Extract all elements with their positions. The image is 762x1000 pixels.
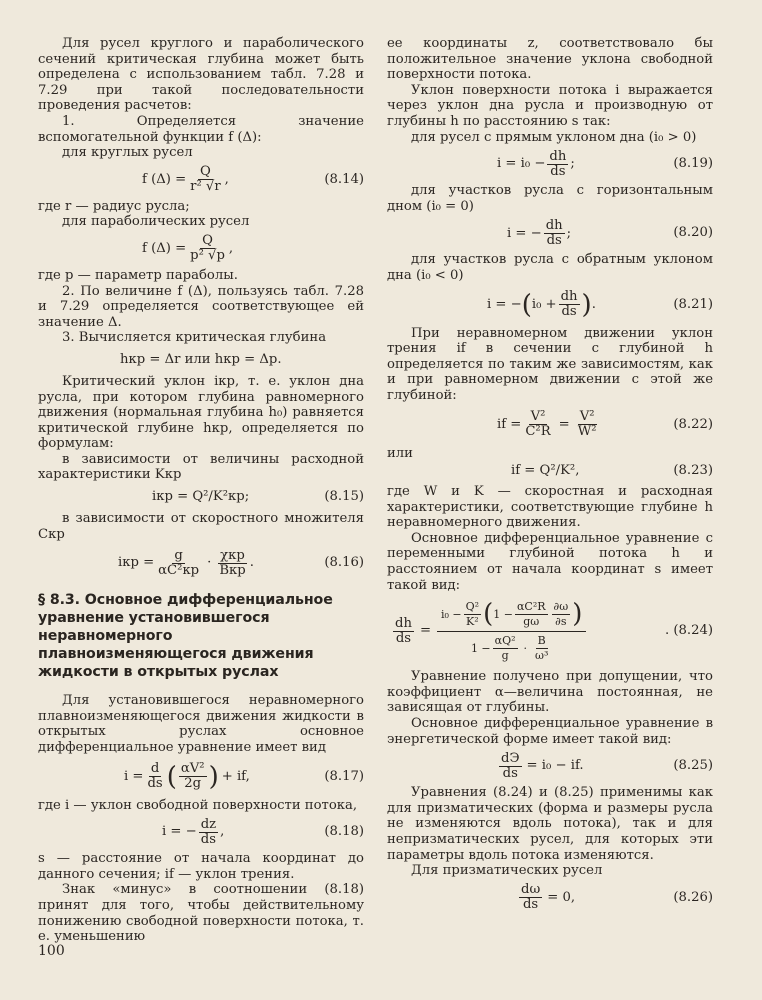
equation-number: (8.22): [673, 416, 713, 432]
paragraph: Уклон поверхности потока i выражается через уклон дна русла и производную от глубины h по расстоянию s так:: [387, 82, 713, 129]
paragraph: Уравнение получено при допущении, что коэффициент α—величина постоянная, не зависящая от глубины.: [387, 669, 713, 716]
equation-8-14: f (Δ) = $\frac{Q}{\text{r² √r}}$ , (8.14): [142, 164, 364, 195]
equation-8-15: iкр = Q²/K²кр; (8.15): [152, 489, 364, 505]
equation-8-19: i = i₀ − $\frac{dh}{ds}$ ; (8.19): [497, 148, 713, 179]
paragraph: где p — параметр параболы.: [38, 267, 238, 283]
paragraph: Основное дифференциальное уравнение в энергетической форме имеет такой вид:: [387, 716, 713, 747]
paragraph: 2. По величине f (Δ), пользуясь табл. 7.28 и 7.29 определяется соответствующее ей значение Δ.: [38, 283, 364, 330]
paragraph: где r — радиус русла;: [38, 198, 190, 214]
equation-8-16: iкр = $\frac{g}{\text{αC²кр}}$ · $\frac{\text{χкр}}{\text{Bкр}}$ . (8.16): [118, 547, 364, 578]
right-column: [387, 36, 713, 917]
paragraph: в зависимости от величины расходной характеристики Kкр: [38, 451, 364, 483]
equation-number: (8.19): [673, 156, 713, 172]
equation-number: (8.14): [324, 171, 364, 187]
paragraph: для круглых русел: [62, 145, 193, 161]
equation-number: (8.26): [673, 889, 713, 905]
equation-number: . (8.24): [664, 623, 713, 639]
paragraph: Для русел круглого и параболического сечений критическая глубина может быть определена с использованием табл. 7.28 и 7.29 при такой последовательности проведения расчетов:: [38, 36, 364, 114]
paragraph: где i — уклон свободной поверхности потока,: [38, 797, 358, 813]
equation-number: (8.21): [673, 296, 713, 312]
equation-8-18: i = − $\frac{dz}{ds}$ , (8.18): [162, 816, 364, 847]
paragraph: или: [387, 445, 413, 461]
paragraph: Для установившегося неравномерного плавноизменяющегося движения жидкости в открытых руслах основное дифференциальное уравнение имеет вид: [38, 693, 364, 756]
paragraph: для русел с прямым уклоном дна (i₀ > 0): [411, 129, 697, 145]
paragraph: Уравнения (8.24) и (8.25) применимы как для призматических (форма и размеры русла не изменяются вдоль потока), так и для непризматических русел, для которых эти параметры вдоль потока изменяются.: [387, 785, 713, 863]
paragraph: Для призматических русел: [411, 863, 603, 879]
paragraph: Знак «минус» в соотношении (8.18) принят для того, чтобы действительному понижению свободной поверхности потока, т. е. уменьшению: [38, 882, 364, 945]
equation-number: (8.20): [673, 225, 713, 241]
equation-8-20: i = − $\frac{dh}{ds}$ ; (8.20): [507, 217, 713, 248]
paragraph: 3. Вычисляется критическая глубина: [62, 330, 327, 346]
equation-8-25: $\frac{dЭ}{ds}$ = i₀ − if. (8.25): [501, 750, 713, 781]
equation-8-22: if = $\frac{\text{V²}}{\text{C²R}}$ = $\frac{\text{V²}}{\text{W²}}$ (8.22): [497, 409, 713, 439]
paragraph: Критический уклон iкр, т. е. уклон дна русла, при котором глубина равномерного движения (нормальная глубина h₀) равняется критической глубине hкр, определяется по формулам:: [38, 373, 364, 452]
equation-8-21: i = − ( i₀ + $\frac{dh}{ds}$ ) . (8.21): [487, 289, 713, 320]
paragraph: для участков русла с горизонтальным дном (i₀ = 0): [387, 183, 713, 214]
paragraph: ее координаты z, соответствовало бы положительное значение уклона свободной поверхности потока.: [387, 36, 713, 83]
paragraph: в зависимости от скоростного множителя Cкр: [38, 511, 364, 542]
equation-8-24: $\frac{dh}{ds}$ = i₀ − $\frac{\text{Q²}}{\text{K²}}$ ( 1 − $\frac{\text{αC²R}}{g\omega}$ $\frac{\partial\omega}{\partial s}$ ) 1 − $\frac{\text{αQ²}}{g}$ · $\frac{B}{\text{ω³}}$ . (8.24): [395, 599, 713, 662]
equation-number: (8.23): [673, 463, 713, 479]
left-column: [38, 36, 364, 945]
equation-number: (8.18): [324, 824, 364, 840]
paragraph: Основное дифференциальное уравнение с переменными глубиной потока h и расстоянием от начала координат s имеет такой вид:: [387, 530, 713, 593]
paragraph: для участков русла с обратным уклоном дна (i₀ < 0): [387, 252, 713, 283]
paragraph: для параболических русел: [62, 214, 250, 230]
paragraph: s — расстояние от начала координат до данного сечения; if — уклон трения.: [38, 851, 364, 882]
equation-number: (8.25): [673, 758, 713, 774]
paragraph: 1. Определяется значение вспомогательной функции f (Δ):: [38, 113, 364, 145]
paragraph: где W и K — скоростная и расходная характеристики, соответствующие глубине h неравномерного движения.: [387, 484, 713, 531]
equation-8-26: $\frac{d\omega}{ds}$ = 0, (8.26): [521, 882, 713, 913]
paragraph: При неравномерном движении уклон трения if в сечении с глубиной h определяется по таким же зависимостям, как и при равномерном движении с этой же глубиной:: [387, 325, 713, 403]
equation-parabolic: f (Δ) = $\frac{Q}{\text{p² √p}}$ ,: [142, 233, 234, 264]
section-heading: § 8.3. Основное дифференциальное уравнение установившегося неравномерного плавноизменяющегося движения жидкости в открытых руслах: [38, 592, 333, 681]
equation-8-17: i = $\frac{d}{ds}$ ( $\frac{\text{αV²}}{2g}$ ) + if, (8.17): [124, 761, 364, 792]
page-number: 100: [38, 943, 65, 959]
equation-number: (8.17): [324, 768, 364, 784]
equation-number: (8.16): [324, 555, 364, 571]
equation-number: (8.15): [324, 489, 364, 505]
equation-8-23: if = Q²/K², (8.23): [511, 463, 713, 479]
equation-hkr: hкр = Δr или hкр = Δp.: [120, 352, 282, 368]
